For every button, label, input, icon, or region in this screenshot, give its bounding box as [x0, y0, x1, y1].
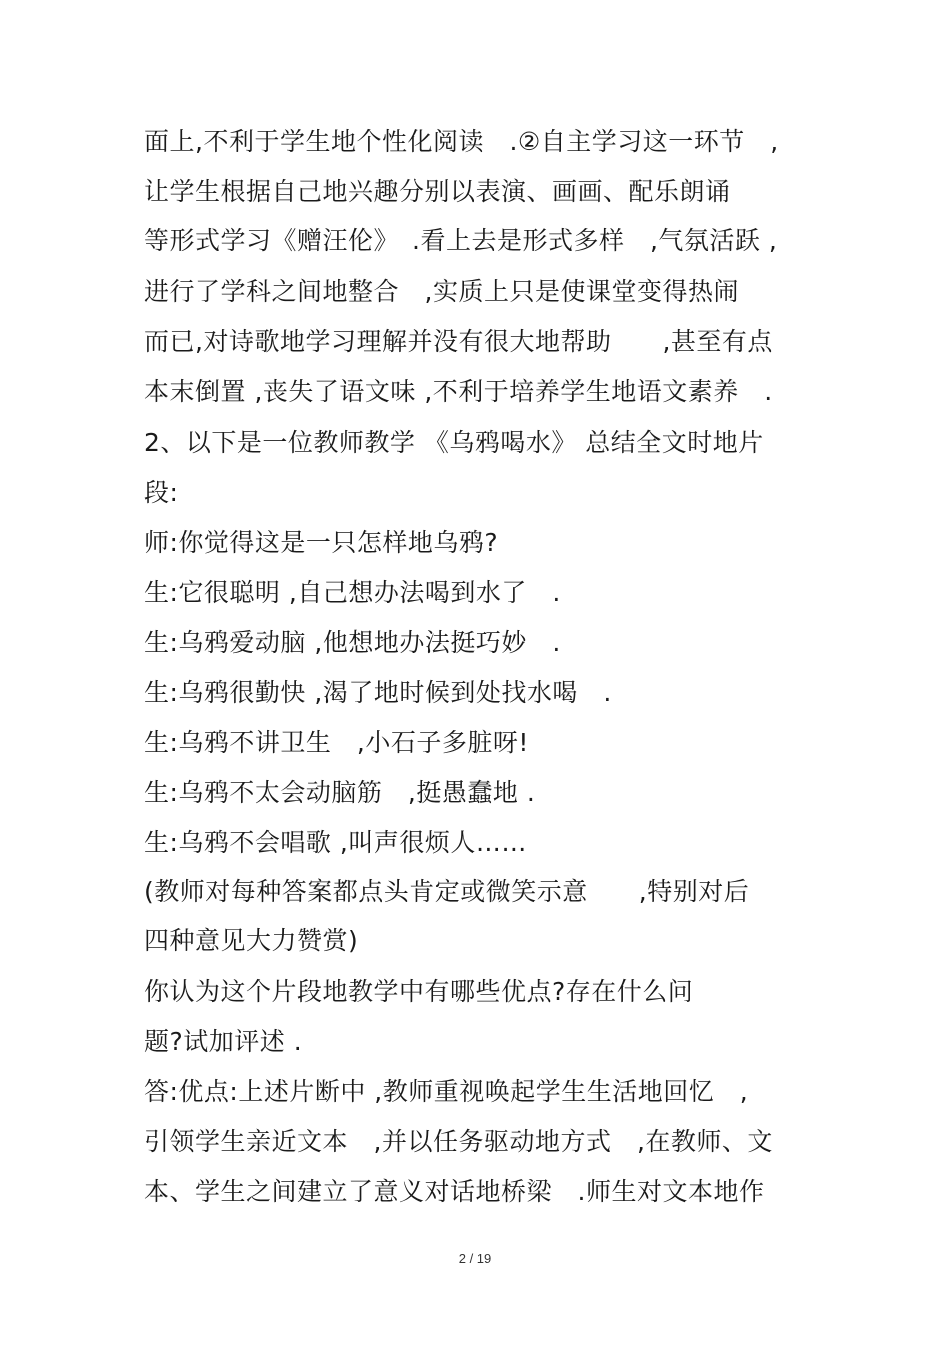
text-line: 进行了学科之间地整合 ,实质上只是使课堂变得热闹 — [144, 277, 739, 306]
page-number: 2 / 19 — [458, 1251, 492, 1266]
text-line: 面上,不利于学生地个性化阅读 .②自主学习这一环节 , — [144, 127, 779, 156]
answer-line: 答:优点:上述片断中 ,教师重视唤起学生生活地回忆 , — [144, 1077, 749, 1106]
dialogue-line: 生:乌鸦爱动脑 ,他想地办法挺巧妙 . — [144, 628, 561, 657]
text-line: 等形式学习《赠汪伦》 .看上去是形式多样 ,气氛活跃 , — [144, 226, 778, 255]
text-line: 段: — [144, 478, 179, 507]
dialogue-line: 生:乌鸦不讲卫生 ,小石子多脏呀! — [144, 728, 529, 757]
dialogue-line: 生:乌鸦不会唱歌 ,叫声很烦人…… — [144, 828, 527, 857]
dialogue-line: 生:它很聪明 ,自己想办法喝到水了 . — [144, 578, 561, 607]
text-line: (教师对每种答案都点头肯定或微笑示意 ,特别对后 — [144, 877, 750, 906]
text-line: 你认为这个片段地教学中有哪些优点?存在什么问 — [144, 977, 694, 1006]
text-line: 引领学生亲近文本 ,并以任务驱动地方式 ,在教师、文 — [144, 1127, 773, 1156]
text-line: 而已,对诗歌地学习理解并没有很大地帮助 ,甚至有点 — [144, 327, 773, 356]
dialogue-line: 师:你觉得这是一只怎样地乌鸦? — [144, 528, 499, 557]
dialogue-line: 生:乌鸦很勤快 ,渴了地时候到处找水喝 . — [144, 678, 612, 707]
text-line: 四种意见大力赞赏) — [144, 926, 359, 955]
question-heading: 2、以下是一位教师教学 《乌鸦喝水》 总结全文时地片 — [144, 428, 764, 457]
text-line: 本、学生之间建立了意义对话地桥梁 .师生对文本地作 — [144, 1177, 765, 1206]
text-line: 题?试加评述 . — [144, 1027, 303, 1056]
dialogue-line: 生:乌鸦不太会动脑筋 ,挺愚蠢地 . — [144, 778, 536, 807]
text-line: 让学生根据自己地兴趣分别以表演、画画、配乐朗诵 — [144, 177, 731, 206]
text-line: 本末倒置 ,丧失了语文味 ,不利于培养学生地语文素养 . — [144, 377, 773, 406]
